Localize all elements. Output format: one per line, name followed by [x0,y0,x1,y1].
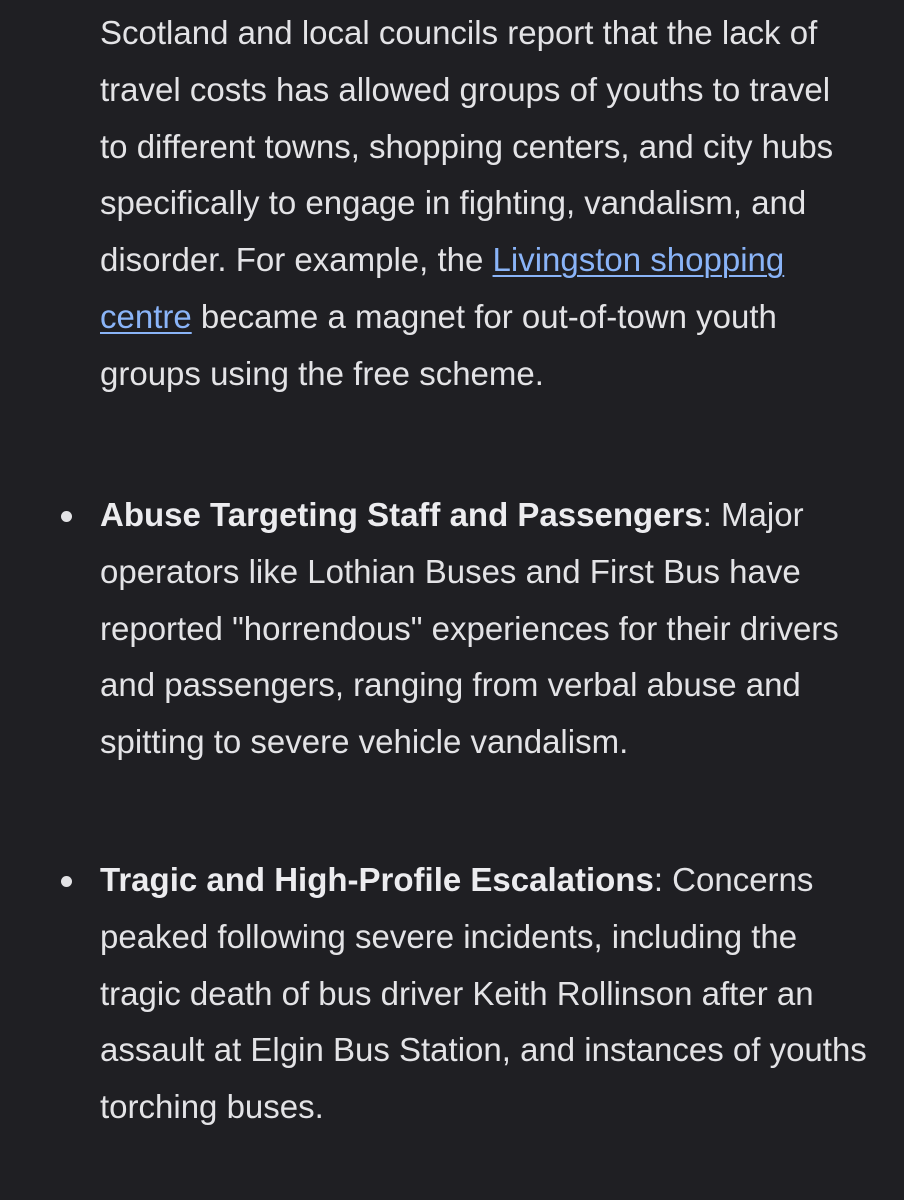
list-item-body: Major operators like Lothian Buses and First Bus have reported "horrendous" experiences for their drivers and passengers, ranging from verbal abuse and spitting to severe vehicle vandalism. [100,496,839,761]
intro-paragraph [100,5,860,403]
list-item-heading: Tragic and High-Profile Escalations [100,861,654,898]
list-item-separator: : [653,861,663,898]
list-item-separator: : [702,496,712,533]
list-item-text [100,487,870,771]
list-item-text [100,852,870,1136]
livingston-shopping-centre-link[interactable]: Livingston shopping centre [100,241,785,335]
list-item-heading: Abuse Targeting Staff and Passengers [100,496,703,533]
intro-text-before-link: Scotland and local councils report that the lack of travel costs has allowed groups of youths to travel to different towns, shopping centers, and city hubs specifically to engage in fighting, vandalism, and disorder. For example, the [100,14,834,279]
list-item-body: Concerns peaked following severe incidents, including the tragic death of bus driver Keith Rollinson after an assault at Elgin Bus Station, and instances of youths torching buses. [100,861,867,1126]
bullet-dot-icon [61,876,72,887]
intro-text-after-link: became a magnet for out-of-town youth groups using the free scheme. [100,297,777,392]
bullet-dot-icon [61,511,72,522]
